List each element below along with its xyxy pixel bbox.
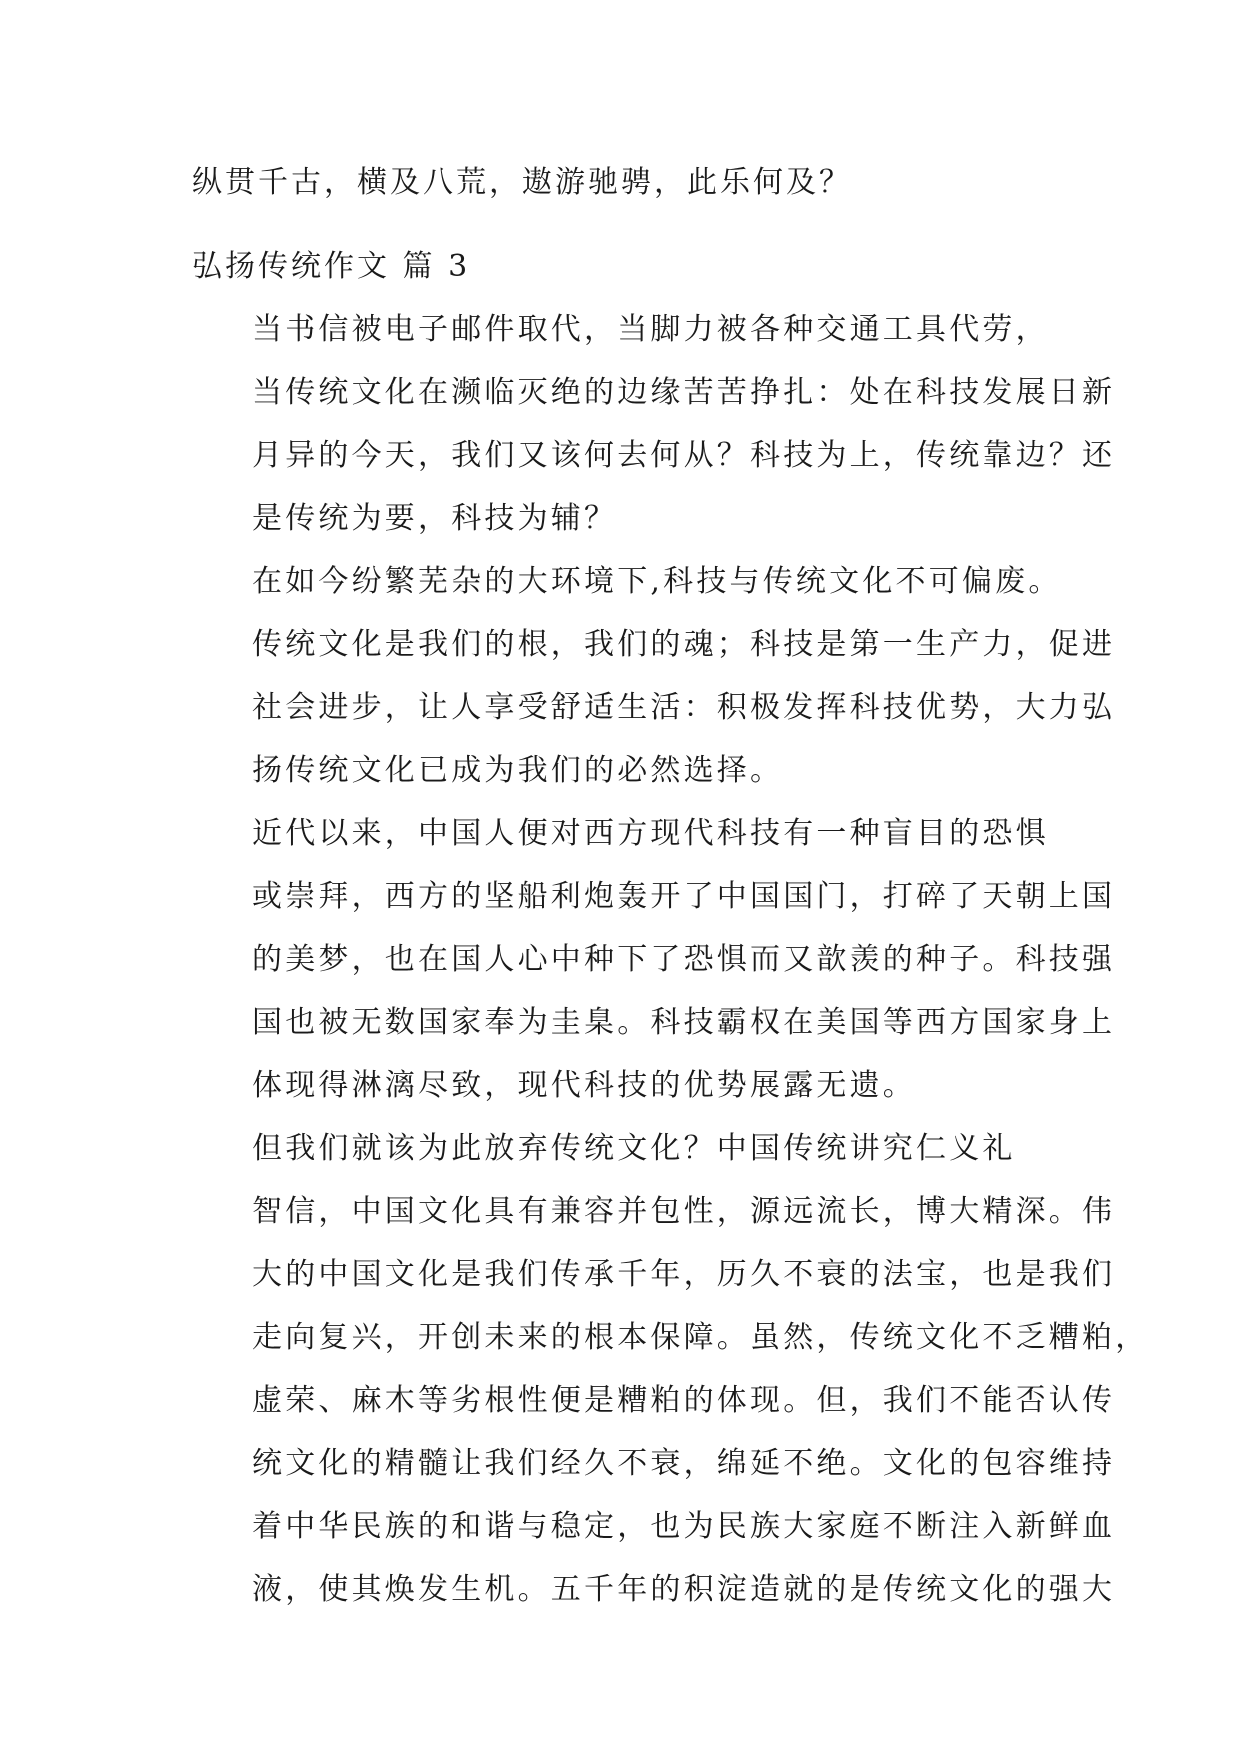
- paragraph-line: 虚荣、麻木等劣根性便是糟粕的体现。但，我们不能否认传: [252, 1383, 1116, 1418]
- paragraph-line: 月异的今天，我们又该何去何从？科技为上，传统靠边？还: [252, 438, 1116, 473]
- paragraph-line: 在如今纷繁芜杂的大环境下,科技与传统文化不可偏废。: [252, 564, 1062, 599]
- paragraph-line: 但我们就该为此放弃传统文化？中国传统讲究仁义礼: [252, 1131, 1016, 1166]
- paragraph-line: 当传统文化在濒临灭绝的边缘苦苦挣扎：处在科技发展日新: [252, 375, 1116, 410]
- paragraph-line: 社会进步，让人享受舒适生活：积极发挥科技优势，大力弘: [252, 690, 1116, 725]
- paragraph-line: 着中华民族的和谐与稳定，也为民族大家庭不断注入新鲜血: [252, 1509, 1116, 1544]
- paragraph-1: [192, 298, 1116, 550]
- paragraph-line: 近代以来，中国人便对西方现代科技有一种盲目的恐惧: [252, 816, 1049, 851]
- section-heading: 弘扬传统作文 篇 3: [192, 249, 471, 284]
- paragraph-4: [192, 1117, 1149, 1621]
- paragraph-line: 大的中国文化是我们传承千年，历久不衰的法宝，也是我们: [252, 1257, 1116, 1292]
- paragraph-line: 或崇拜，西方的坚船利炮轰开了中国国门，打碎了天朝上国: [252, 879, 1116, 914]
- paragraph-line: 的美梦，也在国人心中种下了恐惧而又歆羡的种子。科技强: [252, 942, 1116, 977]
- paragraph-line: 国也被无数国家奉为圭臬。科技霸权在美国等西方国家身上: [252, 1005, 1116, 1040]
- paragraph-line: 体现得淋漓尽致，现代科技的优势展露无遗。: [252, 1068, 916, 1103]
- paragraph-line: 液，使其焕发生机。五千年的积淀造就的是传统文化的强大: [252, 1572, 1116, 1607]
- paragraph-line: 是传统为要，科技为辅？: [252, 501, 618, 536]
- paragraph-line: 传统文化是我们的根，我们的魂；科技是第一生产力，促进: [252, 627, 1116, 662]
- document-body: [192, 152, 1149, 1621]
- paragraph-line: 扬传统文化已成为我们的必然选择。: [252, 753, 784, 788]
- paragraph-line: 智信，中国文化具有兼容并包性，源远流长，博大精深。伟: [252, 1194, 1116, 1229]
- paragraph-line: 当书信被电子邮件取代，当脚力被各种交通工具代劳，: [252, 312, 1049, 347]
- closing-line: 纵贯千古，横及八荒，遨游驰骋，此乐何及？: [192, 165, 852, 200]
- paragraph-3: [192, 802, 1116, 1117]
- paragraph-2: [192, 550, 1116, 802]
- paragraph-line: 走向复兴，开创未来的根本保障。虽然，传统文化不乏糟粕，: [252, 1320, 1149, 1355]
- paragraph-line: 统文化的精髓让我们经久不衰，绵延不绝。文化的包容维持: [252, 1446, 1116, 1481]
